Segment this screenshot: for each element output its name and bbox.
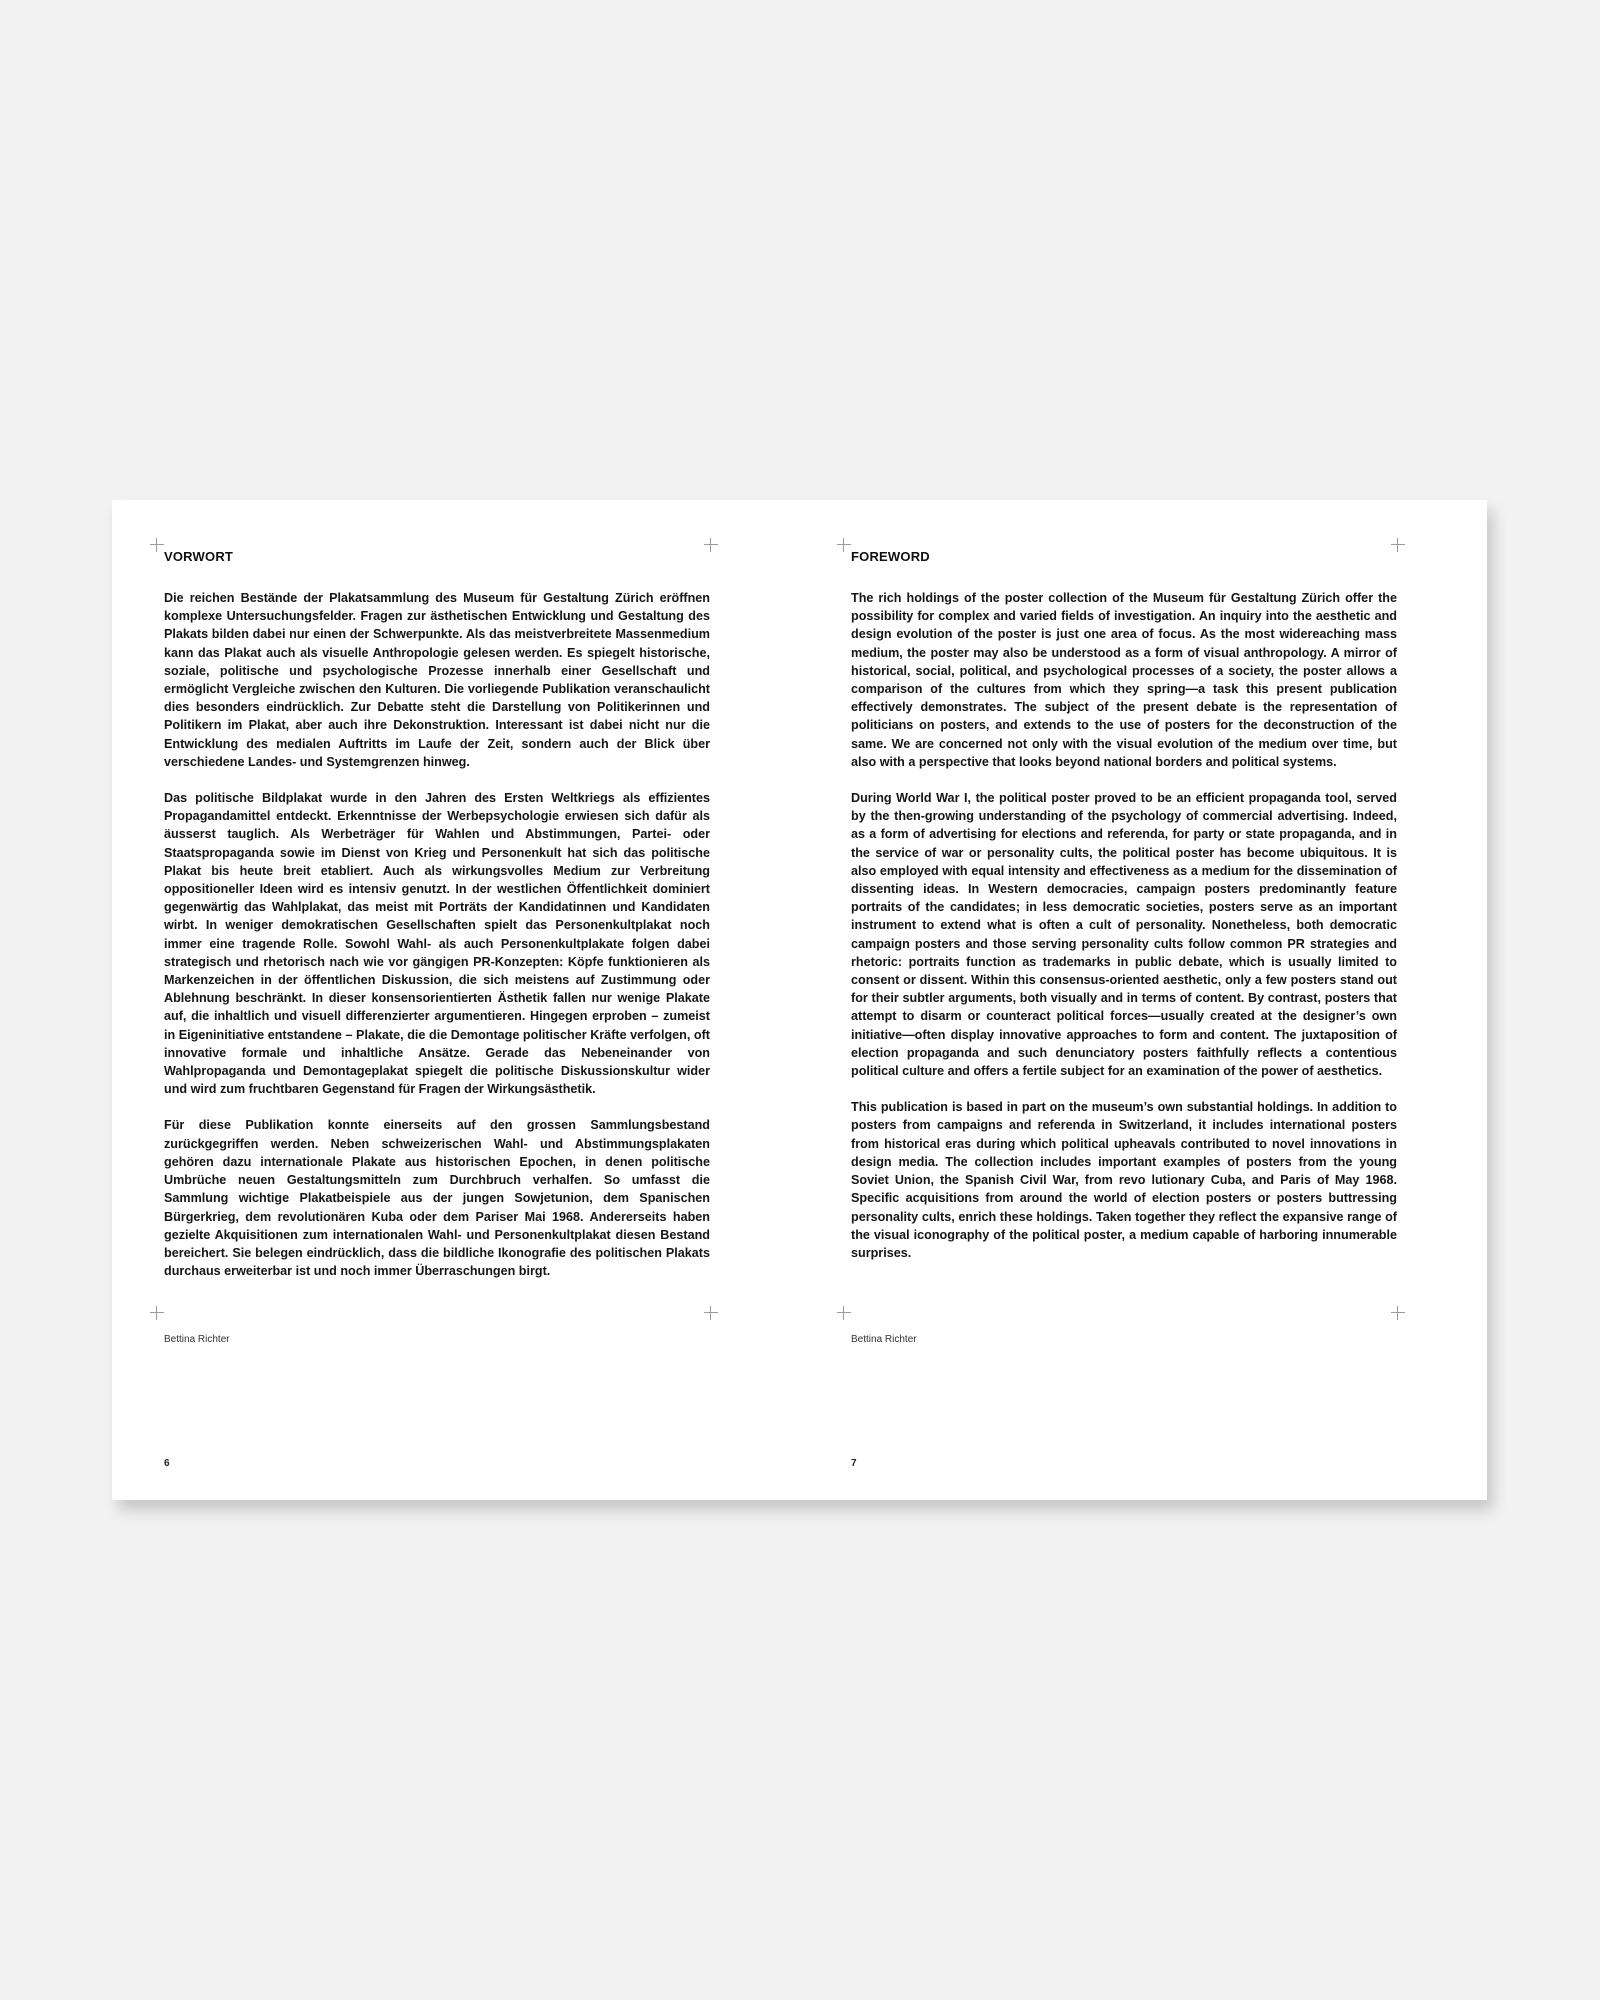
left-page-content xyxy=(164,549,710,1298)
crop-mark-icon xyxy=(150,538,164,552)
right-page-content xyxy=(851,549,1397,1280)
page-number: 6 xyxy=(164,1458,170,1469)
author-name: Bettina Richter xyxy=(164,1334,230,1345)
right-page xyxy=(799,500,1486,1500)
crop-mark-icon xyxy=(1391,1306,1405,1320)
left-page xyxy=(112,500,799,1500)
paragraph: Die reichen Bestände der Plakatsammlung des Museum für Gestaltung Zürich eröffnen komplexe Untersuchungsfelder. Fragen zur ästhetischen Entwicklung und Gestaltung des Plakats bilden dabei nur einen der Schwerpunkte. Als das meistverbreitete Massenmedium kann das Plakat auch als visuelle Anthropologie gelesen werden. Es spiegelt historische, soziale, politische und psychologische Prozesse innerhalb einer Gesellschaft und ermöglicht Vergleiche zwischen den Kulturen. Die vorliegende Publikation veranschaulicht dies besonders eindrücklich. Zur Debatte steht die Darstellung von Politikerinnen und Politikern im Plakat, aber auch ihre Dekonstruktion. Interessant ist dabei nicht nur die Entwicklung des medialen Auftritts im Laufe der Zeit, sondern auch der Blick über verschiedene Landes- und Systemgrenzen hinweg. xyxy=(164,591,710,769)
book-spread xyxy=(112,500,1487,1500)
crop-mark-icon xyxy=(837,1306,851,1320)
paragraph: During World War I, the political poster proved to be an efficient propaganda tool, served by the then-growing understanding of the psychology of commercial advertising. Indeed, as a form of advertising for elections and referenda, for party or state propaganda, and in the service of war or personality cults, the political poster has become ubiquitous. It is also employed with equal intensity and effectiveness as a medium for the dissemination of dissenting ideas. In Western democracies, campaign posters predominantly feature portraits of the candidates; in less democratic societies, posters serve as an important instrument to extend what is often a cult of personality. Nonetheless, both democratic campaign posters and those serving personality cults follow common PR strategies and rhetoric: portraits function as trademarks in public debate, which is usually limited to consent or dissent. Within this consensus-oriented aesthetic, only a few posters stand out for their subtler arguments, both visually and in terms of content. By contrast, posters that attempt to disarm or counteract political forces—usually created at the designer’s own initiative—often display innovative approaches to form and content. The juxtaposition of election propaganda and such denunciatory posters faithfully reflects a contentious political culture and offers a fertile subject for an examination of the power of aesthetics. xyxy=(851,791,1397,1079)
page-title: FOREWORD xyxy=(851,549,930,564)
paragraph: Für diese Publikation konnte einerseits auf den grossen Sammlungsbestand zurückgegriffen werden. Neben schweizerischen Wahl- und Abstimmungsplakaten gehören dazu internationale Plakate aus historischen Epochen, in denen politische Umbrüche neuen Gestaltungsmitteln zum Durchbruch verhalfen. So umfasst die Sammlung wichtige Plakatbeispiele aus der jungen Sowjetunion, dem Spanischen Bürgerkrieg, dem revolutionären Kuba oder dem Pariser Mai 1968. Andererseits haben gezielte Akquisitionen zum internationalen Wahl- und Personenkultplakat diesen Bestand bereichert. Sie belegen eindrücklich, dass die bildliche Ikonografie des politischen Plakats durchaus erweiterbar ist und noch immer Überraschungen birgt. xyxy=(164,1118,710,1279)
crop-mark-icon xyxy=(837,538,851,552)
crop-mark-icon xyxy=(704,1306,718,1320)
paragraph: Das politische Bildplakat wurde in den Jahren des Ersten Weltkriegs als effizientes Propagandamittel entdeckt. Erkenntnisse der Werbepsychologie erwiesen sich dafür als äusserst tauglich. Als Werbeträger für Wahlen und Abstimmungen, Partei- oder Staatspropaganda sowie im Dienst von Krieg und Personenkult hat sich das politische Plakat bis heute breit etabliert. Auch als wirkungsvolles Medium zur Verbreitung oppositioneller Ideen wird es intensiv genutzt. In der westlichen Öffentlichkeit dominiert gegenwärtig das Wahlplakat, das meist mit Porträts der Kandidatinnen und Kandidaten wirbt. In weniger demokratischen Gesellschaften spielt das Personenkultplakat noch immer eine tragende Rolle. Sowohl Wahl- als auch Personenkultplakate folgen dabei strategisch und rhetorisch nach wie vor gängigen PR-Konzepten: Köpfe funktionieren als Markenzeichen in der öffentlichen Diskussion, die sich meistens auf Zustimmung oder Ablehnung beschränkt. In dieser konsensorientierten Ästhetik fallen nur wenige Plakate auf, die inhaltlich und visuell differenzierter argumentieren. Hingegen erproben – zumeist in Eigeninitiative entstandene – Plakate, die die Demontage politischer Kräfte verfolgen, oft innovative formale und inhaltliche Ansätze. Gerade das Nebeneinander von Wahlpropaganda und Demontageplakat spiegelt die politische Diskussionskultur wider und wird zum fruchtbaren Gegenstand für Fragen der Wirkungsästhetik. xyxy=(164,791,710,1097)
page-number: 7 xyxy=(851,1458,857,1469)
page-title: VORWORT xyxy=(164,549,234,564)
author-name: Bettina Richter xyxy=(851,1334,917,1345)
crop-mark-icon xyxy=(150,1306,164,1320)
paragraph: The rich holdings of the poster collection of the Museum für Gestaltung Zürich offer the possibility for complex and varied fields of investigation. An inquiry into the aesthetic and design evolution of the poster is just one area of focus. As the most widereaching mass medium, the poster may also be understood as a form of visual anthropology. A mirror of historical, social, political, and psychological processes of a society, the poster allows a comparison of the cultures from which they spring—a task this present publication effectively demonstrates. The subject of the present debate is the representation of politicians on posters, and extends to the use of posters for the deconstruction of the same. We are concerned not only with the visual evolution of the medium over time, but also with a perspective that looks beyond national borders and political systems. xyxy=(851,591,1397,769)
paragraph: This publication is based in part on the museum’s own substantial holdings. In addition to posters from campaigns and referenda in Switzerland, it includes international posters from historical eras during which political upheavals contributed to novel innovations in design media. The collection includes important examples of posters from the young Soviet Union, the Spanish Civil War, from revo lutionary Cuba, and Paris of May 1968. Specific acquisitions from around the world of election posters or posters buttressing personality cults, enrich these holdings. Taken together they reflect the expansive range of the visual iconography of the political poster, a medium capable of harboring innumerable surprises. xyxy=(851,1100,1397,1260)
